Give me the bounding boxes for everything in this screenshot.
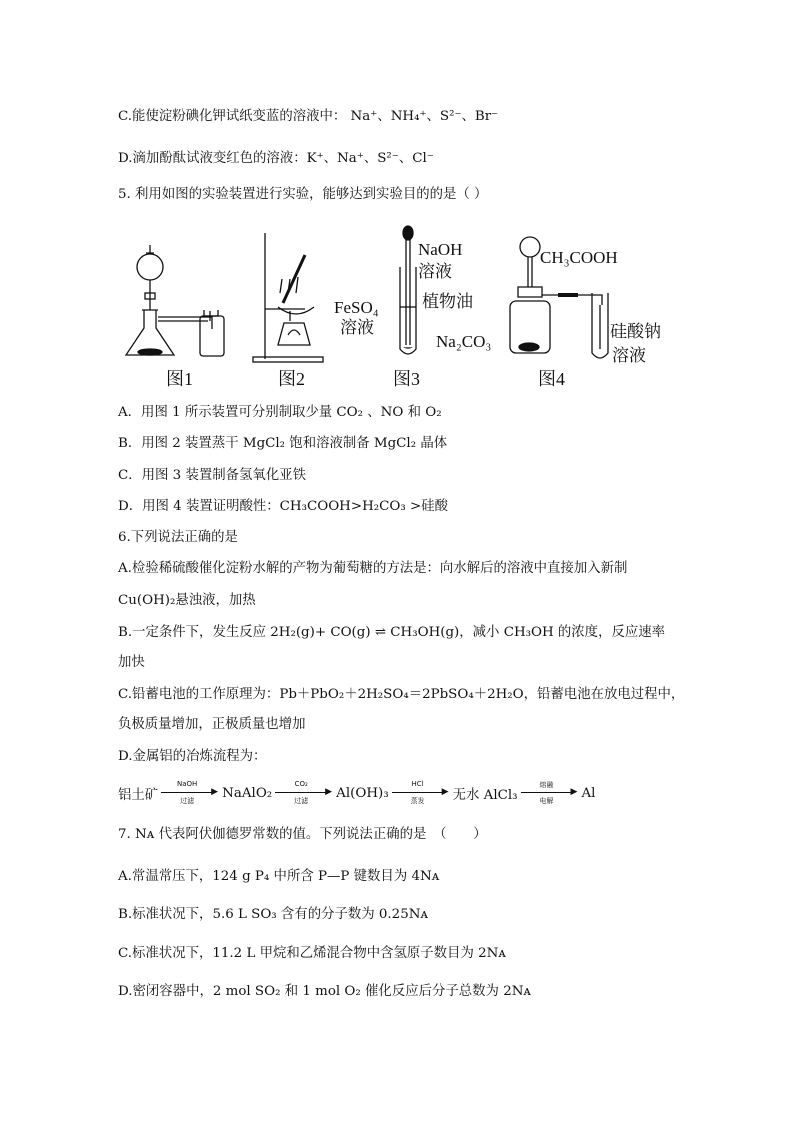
q5-option-d: D．用图 4 装置证明酸性：CH₃COOH>H₂CO₃ >硅酸: [118, 499, 448, 514]
q5-option-c: C．用图 3 装置制备氢氧化亚铁: [118, 468, 306, 483]
q7-option-c: C.标准状况下，11.2 L 甲烷和乙烯混合物中含氢原子数目为 2Nᴀ: [118, 946, 506, 961]
arrow-head-icon: ▶: [441, 787, 449, 797]
apparatus-diagram: [118, 215, 678, 390]
flow-step-naalo2: NaAlO₂: [222, 785, 273, 801]
q5-option-a: A．用图 1 所示装置可分别制取少量 CO₂ 、NO 和 O₂: [118, 405, 442, 420]
flow-arrow-1: [161, 780, 219, 806]
flow-arrow-3-operation: 蒸发: [410, 797, 425, 805]
q7-option-a: A.常温常压下，124 g P₄ 中所含 P—P 键数目为 4Nᴀ: [118, 869, 440, 884]
flow-arrow-3-reagent: HCl: [411, 780, 424, 788]
flow-arrow-1-operation: 过滤: [180, 797, 195, 805]
arrow-head-icon: ▶: [570, 787, 578, 797]
arrow-head-icon: ▶: [325, 787, 333, 797]
flow-arrow-2-operation: 过滤: [294, 797, 309, 805]
q4-option-d: D.滴加酚酞试液变红色的溶液：K⁺、Na⁺、S²⁻、Cl⁻: [118, 151, 434, 166]
flow-step-aloh3: Al(OH)₃: [336, 785, 389, 801]
na2co3-label: Na₂CO₃: [436, 332, 492, 351]
q6-option-c-line1: C.铅蓄电池的工作原理为：Pb＋PbO₂＋2H₂SO₄＝2PbSO₄＋2H₂O，铅蓄电池在放电过程中，: [118, 687, 685, 702]
naoh-label: NaOH: [418, 240, 463, 259]
fig3-label: 图3: [393, 369, 420, 389]
q5-option-b: B．用图 2 装置蒸干 MgCl₂ 饱和溶液制备 MgCl₂ 晶体: [118, 436, 448, 451]
fig3-apparatus: [400, 226, 416, 354]
flow-arrow-1-reagent: NaOH: [177, 780, 198, 788]
fig2-apparatus: [253, 233, 323, 362]
flow-arrow-2-reagent: CO₂: [294, 780, 308, 788]
q6-option-b-line1: B.一定条件下，发生反应 2H₂(g)+ CO(g) ⇌ CH₃OH(g)，减小 CH₃OH 的浓度，反应速率: [118, 625, 666, 640]
feso4-solution-label: 溶液: [340, 318, 374, 337]
silicate-solution-label: 溶液: [612, 346, 646, 365]
q6-option-c-line2: 负极质量增加，正极质量也增加: [118, 717, 306, 732]
flow-arrow-4-reagent: 熔融: [539, 781, 554, 789]
fig4-label: 图4: [538, 369, 565, 389]
aluminum-smelting-flow: [118, 780, 595, 806]
flow-step-bauxite: 铝土矿: [118, 787, 159, 803]
silicate-label: 硅酸钠: [610, 322, 661, 341]
q6-option-d: D.金属铝的冶炼流程为：: [118, 749, 267, 764]
fig1-label: 图1: [166, 369, 193, 389]
flow-arrow-2: [275, 780, 333, 806]
q4-option-c: C.能使淀粉碘化钾试纸变蓝的溶液中： Na⁺、NH₄⁺、S²⁻、Br⁻: [118, 109, 499, 124]
flow-arrow-4-operation: 电解: [539, 797, 554, 805]
flow-arrow-3: [392, 780, 450, 806]
q7-option-d: D.密闭容器中，2 mol SO₂ 和 1 mol O₂ 催化反应后分子总数为 2Nᴀ: [118, 984, 531, 999]
oil-label: 植物油: [422, 292, 473, 311]
flow-step-al: Al: [581, 785, 596, 801]
q6-stem: 6.下列说法正确的是: [118, 530, 238, 545]
q6-option-a-line1: A.检验稀硫酸催化淀粉水解的产物为葡萄糖的方法是：向水解后的溶液中直接加入新制: [118, 561, 628, 576]
naoh-solution-label: 溶液: [418, 262, 452, 281]
fig1-apparatus: [126, 245, 224, 356]
arrow-head-icon: ▶: [211, 787, 219, 797]
flow-arrow-4: [521, 780, 579, 806]
q5-apparatus-figure: [118, 215, 678, 390]
q6-option-a-line2: Cu(OH)₂悬浊液，加热: [118, 593, 256, 608]
q7-option-b: B.标准状况下，5.6 L SO₃ 含有的分子数为 0.25Nᴀ: [118, 907, 429, 922]
q6-option-b-line2: 加快: [118, 655, 145, 670]
fig2-label: 图2: [278, 369, 305, 389]
q5-stem: 5. 利用如图的实验装置进行实验，能够达到实验目的的是（ ）: [118, 187, 488, 202]
ch3cooh-label: CH₃COOH: [540, 248, 618, 267]
flow-step-alcl3: 无水 AlCl₃: [452, 787, 518, 803]
q7-stem: 7. Nᴀ 代表阿伏伽德罗常数的值。下列说法正确的是 （ ）: [118, 827, 487, 842]
feso4-label: FeSO₄: [334, 298, 379, 317]
